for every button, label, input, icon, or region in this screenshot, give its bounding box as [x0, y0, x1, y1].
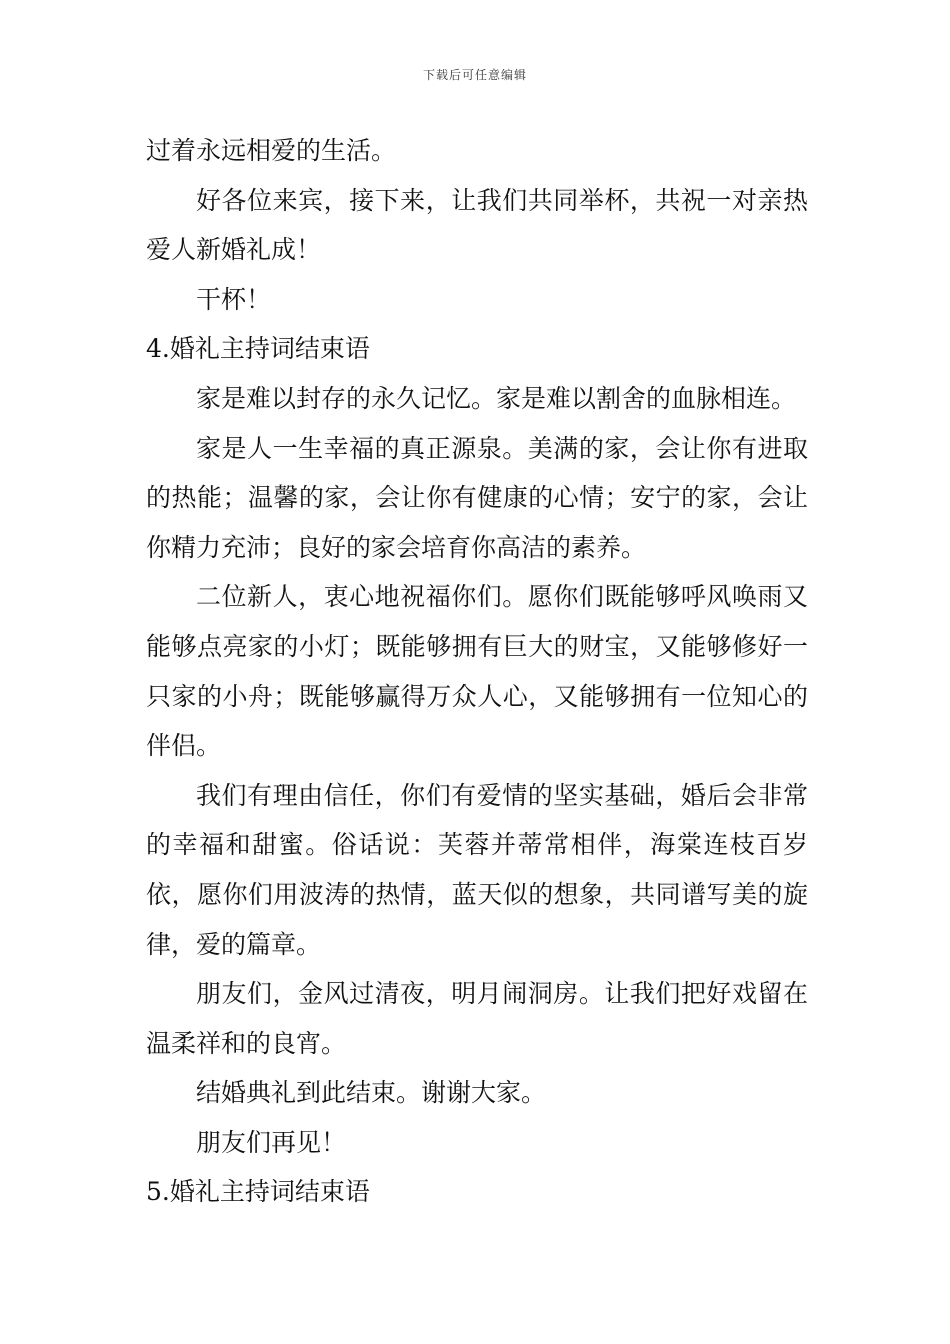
- paragraph: 家是人一生幸福的真正源泉。美满的家，会让你有进取的热能；温馨的家，会让你有健康的心情；安宁的家，会让你精力充沛；良好的家会培育你高洁的素养。: [146, 433, 808, 562]
- paragraph: 好各位来宾，接下来，让我们共同举杯，共祝一对亲热爱人新婚礼成！: [146, 185, 808, 265]
- section-heading: 5.婚礼主持词结束语: [146, 1177, 370, 1207]
- page-header-note: 下载后可任意编辑: [422, 68, 527, 82]
- paragraph: 我们有理由信任，你们有爱情的坚实基础，婚后会非常的幸福和甜蜜。俗话说：芙蓉并蒂常相伴，海棠连枝百岁依，愿你们用波涛的热情，蓝天似的想象，共同谱写美的旋律，爱的篇章。: [146, 780, 808, 959]
- paragraph: 朋友们再见！: [196, 1127, 347, 1157]
- section-heading: 4.婚礼主持词结束语: [146, 334, 370, 364]
- paragraph: 干杯！: [196, 284, 272, 314]
- paragraph: 二位新人，衷心地祝福你们。愿你们既能够呼风唤雨又能够点亮家的小灯；既能够拥有巨大的财宝，又能够修好一只家的小舟；既能够赢得万众人心，又能够拥有一位知心的伴侣。: [146, 582, 808, 761]
- paragraph: 家是难以封存的永久记忆。家是难以割舍的血脉相连。: [196, 383, 797, 413]
- paragraph: 结婚典礼到此结束。谢谢大家。: [196, 1078, 547, 1108]
- paragraph: 过着永远相爱的生活。: [146, 136, 397, 165]
- document-body: [146, 126, 808, 1217]
- paragraph: 朋友们，金风过清夜，明月闹洞房。让我们把好戏留在温柔祥和的良宵。: [146, 979, 808, 1058]
